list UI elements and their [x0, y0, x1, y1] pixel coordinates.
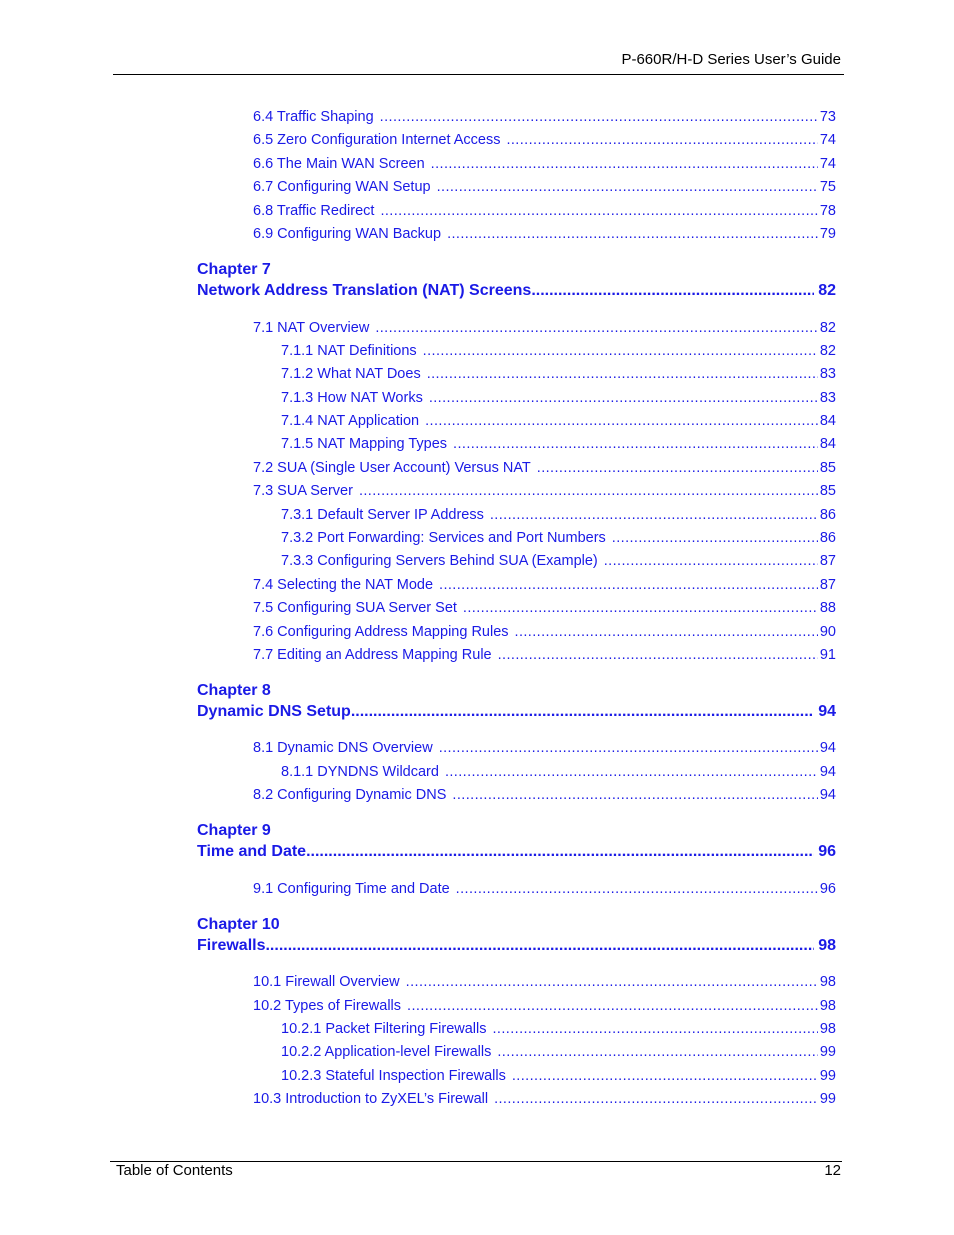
toc-entry[interactable]: 7.2 SUA (Single User Account) Versus NAT ..... 85: [253, 458, 836, 478]
footer-section-title: Table of Contents: [116, 1162, 233, 1179]
toc-entry[interactable]: 7.3 SUA Server ..... 85: [253, 481, 836, 501]
toc-subentry[interactable]: 7.1.3 How NAT Works ..... 83: [281, 388, 836, 408]
chapter-label: Chapter 9: [197, 822, 271, 839]
toc-entry[interactable]: 10.2 Types of Firewalls ..... 98: [253, 996, 836, 1016]
toc-subentry[interactable]: 10.2.2 Application-level Firewalls ..... 99: [281, 1042, 836, 1062]
toc-entry[interactable]: 8.1 Dynamic DNS Overview ..... 94: [253, 738, 836, 758]
chapter-title-link[interactable]: Dynamic DNS Setup ..... 94: [197, 703, 836, 721]
toc-entry[interactable]: 6.7 Configuring WAN Setup ..... 75: [253, 177, 836, 197]
chapter-label: Chapter 7: [197, 261, 271, 278]
toc-entry[interactable]: 7.4 Selecting the NAT Mode ..... 87: [253, 575, 836, 595]
toc-entry[interactable]: 6.5 Zero Configuration Internet Access ..... 74: [253, 130, 836, 150]
toc-entry[interactable]: 9.1 Configuring Time and Date ..... 96: [253, 879, 836, 899]
toc-entry[interactable]: 6.9 Configuring WAN Backup ..... 79: [253, 224, 836, 244]
toc-subentry[interactable]: 7.1.5 NAT Mapping Types ..... 84: [281, 434, 836, 454]
chapter-title-link[interactable]: Firewalls ..... 98: [197, 937, 836, 955]
toc-subentry[interactable]: 7.3.3 Configuring Servers Behind SUA (Example) ..... 87: [281, 551, 836, 571]
page-header-title: P-660R/H-D Series User’s Guide: [621, 51, 841, 68]
toc-entry[interactable]: 10.3 Introduction to ZyXEL’s Firewall ..... 99: [253, 1089, 836, 1109]
chapter-label: Chapter 8: [197, 682, 271, 699]
toc-entry[interactable]: 7.7 Editing an Address Mapping Rule ..... 91: [253, 645, 836, 665]
toc-subentry[interactable]: 7.3.2 Port Forwarding: Services and Port Numbers ..... 86: [281, 528, 836, 548]
footer-page-number: 12: [824, 1162, 841, 1179]
toc-subentry[interactable]: 7.1.4 NAT Application ..... 84: [281, 411, 836, 431]
toc-entry[interactable]: 7.6 Configuring Address Mapping Rules ..... 90: [253, 622, 836, 642]
toc-entry[interactable]: 8.2 Configuring Dynamic DNS ..... 94: [253, 785, 836, 805]
toc-subentry[interactable]: 7.1.1 NAT Definitions ..... 82: [281, 341, 836, 361]
chapter-title-link[interactable]: Time and Date ..... 96: [197, 843, 836, 861]
toc-subentry[interactable]: 10.2.3 Stateful Inspection Firewalls ..... 99: [281, 1066, 836, 1086]
toc-entry[interactable]: 6.6 The Main WAN Screen ..... 74: [253, 154, 836, 174]
toc-subentry[interactable]: 7.1.2 What NAT Does ..... 83: [281, 364, 836, 384]
toc-entry[interactable]: 7.5 Configuring SUA Server Set ..... 88: [253, 598, 836, 618]
toc-entry[interactable]: 7.1 NAT Overview ..... 82: [253, 318, 836, 338]
toc-subentry[interactable]: 7.3.1 Default Server IP Address ..... 86: [281, 505, 836, 525]
chapter-title-link[interactable]: Network Address Translation (NAT) Screens ..... 82: [197, 282, 836, 300]
toc-entry[interactable]: 6.8 Traffic Redirect ..... 78: [253, 201, 836, 221]
toc-entry[interactable]: 10.1 Firewall Overview ..... 98: [253, 972, 836, 992]
toc-subentry[interactable]: 10.2.1 Packet Filtering Firewalls ..... 98: [281, 1019, 836, 1039]
toc-entry[interactable]: 6.4 Traffic Shaping ..... 73: [253, 107, 836, 127]
toc-subentry[interactable]: 8.1.1 DYNDNS Wildcard ..... 94: [281, 762, 836, 782]
chapter-label: Chapter 10: [197, 916, 280, 933]
